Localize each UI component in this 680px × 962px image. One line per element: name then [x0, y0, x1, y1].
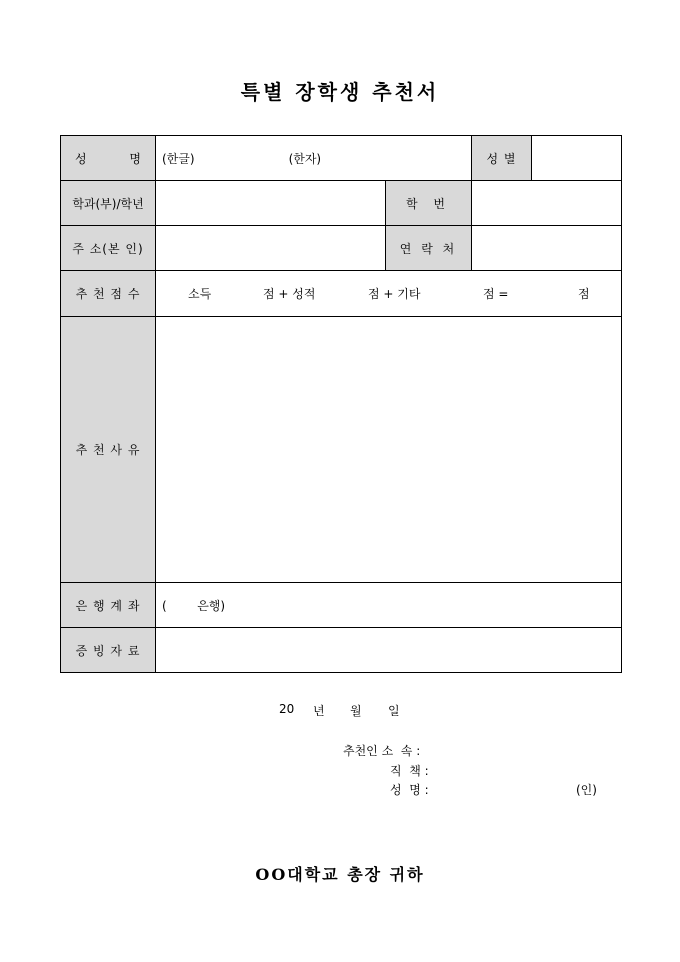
student-no-label: 학 번 — [386, 181, 472, 226]
reason-field[interactable] — [156, 317, 621, 583]
name-hangul-label: (한글) — [162, 151, 195, 166]
score-equals-label: 점 = — [483, 287, 509, 301]
gender-field[interactable] — [532, 136, 621, 181]
recommender-position-label: 직 책 : — [390, 764, 429, 778]
recommender-name-label: 성 명 : — [390, 783, 429, 797]
score-total-label: 점 — [578, 287, 590, 301]
name-label-b: 명 — [129, 151, 141, 166]
contact-label: 연 락 처 — [386, 226, 472, 271]
date-day-unit: 일 — [388, 704, 400, 718]
student-no-field[interactable] — [472, 181, 621, 226]
evidence-label: 증 빙 자 료 — [61, 628, 156, 672]
score-income-label: 소득 — [188, 287, 212, 301]
name-hanja-label: (한자) — [288, 151, 322, 166]
date-year: 20 — [279, 702, 295, 716]
gender-label: 성 별 — [472, 136, 532, 181]
score-other-label: 점 + 기타 — [368, 287, 421, 301]
dept-label: 학과(부)/학년 — [61, 181, 156, 226]
score-label: 추 천 점 수 — [61, 271, 156, 317]
bank-field[interactable]: ( 은행) — [156, 583, 621, 628]
name-label — [61, 136, 156, 181]
contact-field[interactable] — [472, 226, 621, 271]
evidence-field[interactable] — [156, 628, 621, 672]
recommender-affiliation-label: 추천인 소 속 : — [343, 744, 421, 758]
seal-mark: (인) — [576, 783, 597, 797]
reason-label: 추 천 사 유 — [61, 317, 156, 583]
date-month-unit: 월 — [350, 704, 362, 718]
bank-label: 은 행 계 좌 — [61, 583, 156, 628]
name-field[interactable] — [156, 136, 472, 181]
date-year-unit: 년 — [313, 704, 325, 718]
dept-field[interactable] — [156, 181, 386, 226]
document-title: 특별 장학생 추천서 — [240, 80, 440, 104]
address-field[interactable] — [156, 226, 386, 271]
name-label-a: 성 — [75, 151, 87, 166]
addressee: OO대학교 총장 귀하 — [255, 865, 425, 884]
recommendation-form — [60, 135, 622, 673]
score-grade-label: 점 + 성적 — [263, 287, 316, 301]
score-field[interactable] — [156, 271, 621, 317]
address-label: 주 소(본 인) — [61, 226, 156, 271]
